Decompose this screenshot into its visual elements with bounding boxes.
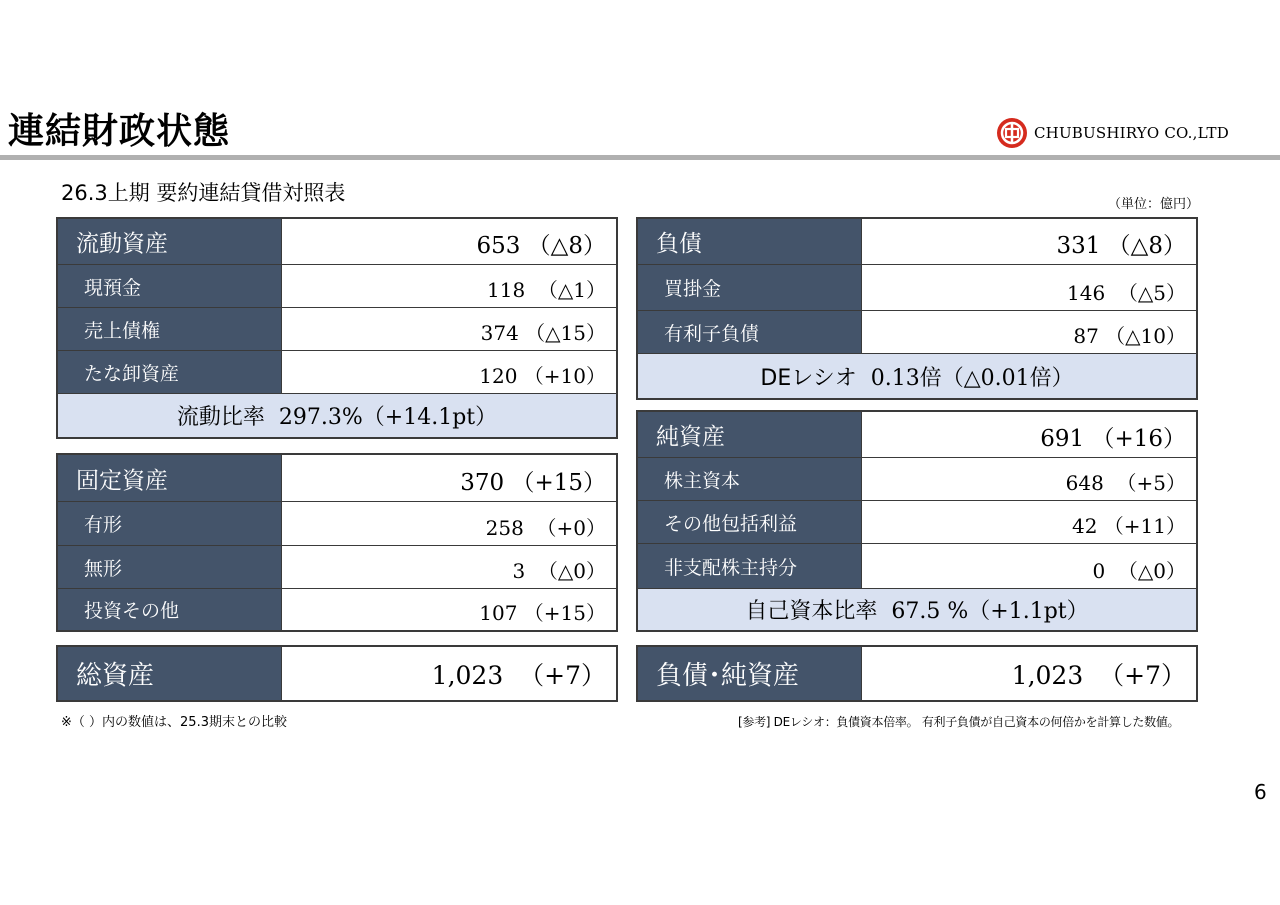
row-value: 107 （+15）: [479, 601, 606, 625]
row-label: 現預金: [58, 265, 282, 307]
row-value: 1,023 （+7）: [431, 660, 606, 690]
row-label: 流動資産: [58, 219, 282, 264]
fixed-assets-table: [56, 453, 618, 632]
row-label: 有形: [58, 502, 282, 545]
table-row: [638, 544, 1196, 589]
row-value: 653 （△8）: [476, 233, 606, 259]
table-row: [58, 546, 616, 589]
table-row: [58, 308, 616, 351]
total-liabilities-net-assets-row: [638, 647, 1196, 700]
row-value: 691 （+16）: [1040, 426, 1186, 452]
table-row: [638, 501, 1196, 544]
row-label: 総資産: [58, 647, 282, 700]
company-logo-icon: [997, 118, 1027, 148]
ratio-label: 自己資本比率: [745, 599, 878, 624]
row-label: 買掛金: [638, 265, 862, 310]
row-label: 売上債権: [58, 308, 282, 350]
row-value: 258 （+0）: [485, 516, 606, 540]
fixed-assets-row: [58, 455, 616, 502]
row-label: 無形: [58, 546, 282, 588]
liabilities-row: [638, 219, 1196, 265]
row-label: 固定資産: [58, 455, 282, 501]
row-label: 負債: [638, 219, 862, 264]
current-assets-table: [56, 217, 618, 439]
table-row: [58, 589, 616, 630]
row-value: 0 （△0）: [1092, 559, 1186, 583]
table-row: [58, 265, 616, 308]
equity-ratio-row: [638, 589, 1196, 630]
ratio-value: 0.13倍（△0.01倍）: [870, 365, 1074, 391]
unit-label: （単位：億円）: [1108, 197, 1200, 212]
row-label: 株主資本: [638, 458, 862, 500]
row-label: 純資産: [638, 412, 862, 457]
table-row: [58, 502, 616, 546]
total-liabilities-net-assets-table: [636, 645, 1198, 702]
row-value: 370 （+15）: [460, 470, 606, 496]
liabilities-table: [636, 217, 1198, 400]
comparison-note: ※（ ）内の数値は、25.3期末との比較: [61, 715, 287, 730]
total-assets-row: [58, 647, 616, 700]
row-label: 負債･純資産: [638, 647, 862, 700]
total-assets-table: [56, 645, 618, 702]
header-divider: [0, 155, 1280, 160]
row-label: その他包括利益: [638, 501, 862, 543]
current-ratio-row: [58, 394, 616, 437]
ratio-value: 67.5 %（+1.1pt）: [891, 599, 1089, 624]
page-number: 6: [1254, 780, 1267, 804]
section-subtitle: 26.3上期 要約連結貸借対照表: [61, 181, 346, 205]
ratio-label: DEレシオ: [760, 365, 857, 391]
table-row: [58, 351, 616, 394]
de-ratio-row: [638, 354, 1196, 398]
ratio-label: 流動比率: [176, 405, 265, 430]
row-value: 120 （+10）: [479, 364, 606, 388]
company-logo: [997, 117, 1229, 149]
row-value: 118 （△1）: [487, 278, 606, 302]
row-label: 投資その他: [58, 589, 282, 630]
row-value: 3 （△0）: [512, 559, 606, 583]
table-row: [638, 265, 1196, 311]
ratio-value: 297.3%（+14.1pt）: [278, 405, 498, 430]
page-title: 連結財政状態: [8, 111, 231, 152]
row-label: 有利子負債: [638, 311, 862, 353]
row-value: 374 （△15）: [480, 321, 606, 345]
row-value: 87 （△10）: [1073, 324, 1186, 348]
company-name: CHUBUSHIRYO CO.,LTD: [1034, 124, 1229, 142]
table-row: [638, 458, 1196, 501]
row-label: 非支配株主持分: [638, 544, 862, 588]
table-row: [638, 311, 1196, 354]
row-value: 42 （+11）: [1071, 514, 1186, 538]
net-assets-row: [638, 412, 1196, 458]
row-value: 1,023 （+7）: [1011, 660, 1186, 690]
row-value: 146 （△5）: [1067, 281, 1186, 305]
current-assets-row: [58, 219, 616, 265]
row-label: たな卸資産: [58, 351, 282, 393]
row-value: 648 （+5）: [1065, 471, 1186, 495]
row-value: 331 （△8）: [1056, 233, 1186, 259]
net-assets-table: [636, 410, 1198, 632]
de-ratio-note: [参考] DEレシオ：負債資本倍率。 有利子負債が自己資本の何倍かを計算した数値。: [738, 715, 1180, 729]
